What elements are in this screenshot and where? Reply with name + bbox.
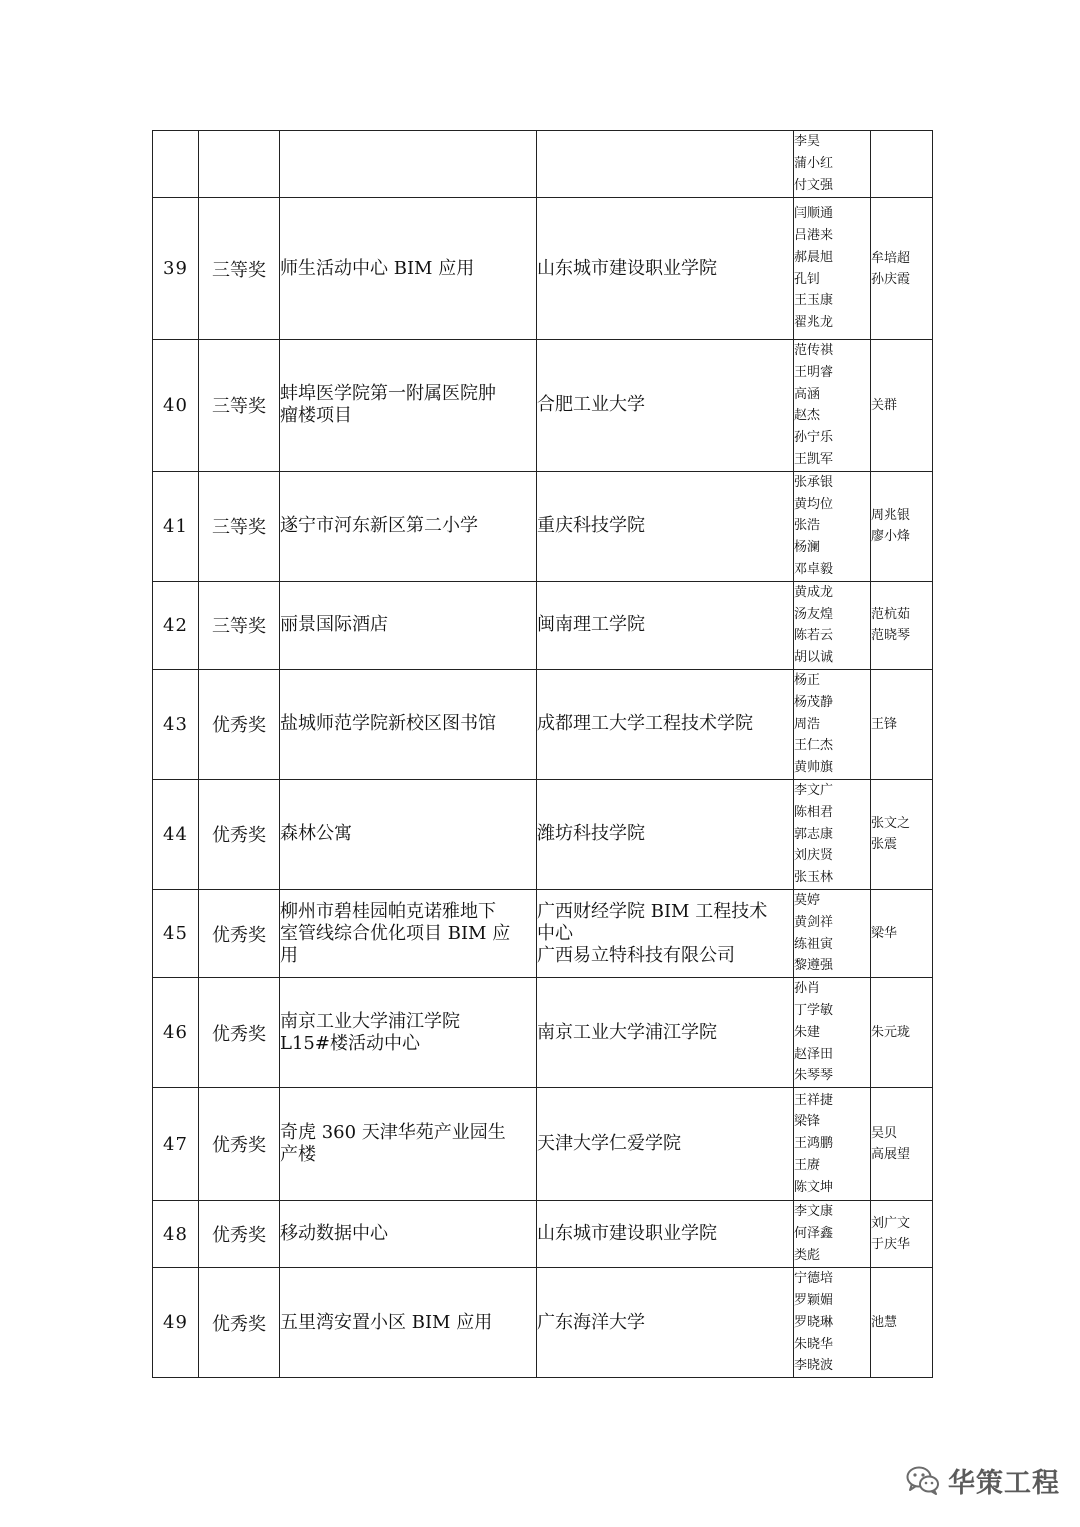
advisors — [871, 1268, 933, 1378]
team-members-line: 杨正 — [794, 672, 821, 688]
project-name — [280, 669, 537, 779]
entry-number: 45 — [153, 889, 199, 977]
team-members-line: 翟兆龙 — [794, 315, 834, 331]
team-members-line: 郝晨旭 — [794, 249, 834, 265]
team-members-line: 罗颖媚 — [794, 1292, 834, 1308]
advisors-line: 张文之 — [871, 816, 911, 832]
advisors — [871, 581, 933, 669]
advisors — [871, 1201, 933, 1268]
school-name-line: 合肥工业大学 — [537, 394, 645, 416]
advisors — [871, 1088, 933, 1201]
team-members — [794, 978, 871, 1088]
team-members — [794, 471, 871, 581]
project-name-line: 师生活动中心 BIM 应用 — [280, 257, 475, 279]
table-row — [153, 779, 933, 889]
table-row — [153, 340, 933, 472]
team-members — [794, 198, 871, 340]
team-members-line: 邓卓毅 — [794, 561, 834, 577]
advisors — [871, 198, 933, 340]
team-members-line: 练祖寅 — [794, 936, 834, 952]
team-members-line: 丁学敏 — [794, 1002, 834, 1018]
team-members — [794, 779, 871, 889]
school-name-line: 潍坊科技学院 — [537, 823, 645, 845]
school-name-line: 中心 — [537, 922, 573, 944]
team-members — [794, 340, 871, 472]
award-level: 优秀奖 — [199, 1201, 280, 1268]
project-name — [280, 978, 537, 1088]
team-members-line: 孙宁乐 — [794, 430, 834, 446]
award-level: 三等奖 — [199, 340, 280, 472]
table-body — [153, 131, 933, 1378]
team-members-line: 汤友煌 — [794, 606, 834, 622]
team-members-line: 胡以诚 — [794, 650, 834, 666]
team-members-line: 王祥捷 — [794, 1092, 834, 1108]
team-members-line: 陈文坤 — [794, 1179, 834, 1195]
school-name — [537, 131, 794, 198]
team-members-line: 莫婷 — [794, 892, 821, 908]
entry-number: 41 — [153, 471, 199, 581]
watermark — [906, 1458, 1060, 1502]
project-name — [280, 131, 537, 198]
project-name — [280, 471, 537, 581]
project-name-line: 柳州市碧桂园帕克诺雅地下 — [280, 900, 496, 922]
advisors — [871, 471, 933, 581]
team-members-line: 王鸿鹏 — [794, 1136, 834, 1152]
school-name — [537, 471, 794, 581]
entry-number: 42 — [153, 581, 199, 669]
team-members-line: 黄帅旗 — [794, 760, 834, 776]
school-name-line: 成都理工大学工程技术学院 — [537, 713, 753, 735]
project-name — [280, 1268, 537, 1378]
team-members — [794, 889, 871, 977]
advisors — [871, 779, 933, 889]
award-level — [199, 131, 280, 198]
team-members-line: 赵杰 — [794, 408, 821, 424]
entry-number: 40 — [153, 340, 199, 472]
team-members-line: 李昊 — [794, 134, 821, 150]
project-name-line: 产楼 — [280, 1144, 316, 1166]
entry-number: 43 — [153, 669, 199, 779]
team-members-line: 罗晓琳 — [794, 1314, 834, 1330]
table-row — [153, 131, 933, 198]
school-name-line: 广东海洋大学 — [537, 1311, 645, 1333]
wechat-icon — [906, 1465, 940, 1495]
project-name-line: 蚌埠医学院第一附属医院肿 — [280, 383, 496, 405]
advisors-line: 朱元珑 — [871, 1025, 911, 1041]
award-level: 优秀奖 — [199, 779, 280, 889]
project-name-line: 南京工业大学浦江学院 — [280, 1010, 460, 1032]
team-members-line: 类彪 — [794, 1248, 821, 1264]
awards-table — [152, 130, 933, 1378]
team-members-line: 蒲小红 — [794, 156, 834, 172]
entry-number: 44 — [153, 779, 199, 889]
team-members-line: 吕港来 — [794, 227, 834, 243]
team-members-line: 梁锋 — [794, 1114, 821, 1130]
team-members-line: 王玉康 — [794, 293, 834, 309]
table-row — [153, 889, 933, 977]
project-name-line: L15#楼活动中心 — [280, 1032, 420, 1054]
school-name — [537, 1088, 794, 1201]
team-members-line: 郭志康 — [794, 826, 834, 842]
team-members-line: 闫顺通 — [794, 206, 834, 222]
project-name-line: 森林公寓 — [280, 823, 352, 845]
advisors-line: 孙庆霞 — [871, 271, 911, 287]
school-name-line: 山东城市建设职业学院 — [537, 257, 717, 279]
project-name — [280, 779, 537, 889]
advisors-line: 关群 — [871, 397, 898, 413]
watermark-text: 华策工程 — [948, 1467, 1060, 1499]
team-members-line: 宁德培 — [794, 1271, 834, 1287]
school-name-line: 重庆科技学院 — [537, 515, 645, 537]
team-members — [794, 1088, 871, 1201]
table-row — [153, 1268, 933, 1378]
award-level: 三等奖 — [199, 198, 280, 340]
team-members-line: 孙肖 — [794, 981, 821, 997]
team-members-line: 朱晓华 — [794, 1336, 834, 1352]
team-members-line: 陈相君 — [794, 804, 834, 820]
project-name — [280, 1201, 537, 1268]
team-members-line: 范传祺 — [794, 343, 834, 358]
advisors — [871, 889, 933, 977]
advisors — [871, 669, 933, 779]
team-members — [794, 1268, 871, 1378]
award-level: 优秀奖 — [199, 889, 280, 977]
school-name-line: 山东城市建设职业学院 — [537, 1223, 717, 1245]
team-members-line: 李文广 — [794, 782, 834, 798]
advisors-line: 池慧 — [871, 1315, 898, 1331]
award-level: 优秀奖 — [199, 978, 280, 1088]
team-members — [794, 131, 871, 198]
advisors-line: 吴贝 — [871, 1126, 898, 1142]
advisors-line: 张震 — [871, 837, 898, 853]
school-name — [537, 1201, 794, 1268]
advisors — [871, 340, 933, 472]
team-members-line: 黄均位 — [794, 496, 834, 512]
team-members-line: 刘庆贤 — [794, 848, 834, 864]
advisors-line: 牟培超 — [871, 250, 911, 266]
school-name — [537, 340, 794, 472]
team-members-line: 黎遵强 — [794, 958, 834, 974]
team-members-line: 张玉林 — [794, 870, 834, 886]
advisors — [871, 978, 933, 1088]
school-name-line: 广西易立特科技有限公司 — [537, 944, 735, 966]
team-members-line: 张承银 — [794, 474, 834, 490]
school-name — [537, 581, 794, 669]
project-name — [280, 340, 537, 472]
entry-number — [153, 131, 199, 198]
team-members-line: 杨澜 — [794, 540, 821, 556]
entry-number: 46 — [153, 978, 199, 1088]
table-row — [153, 471, 933, 581]
school-name-line: 南京工业大学浦江学院 — [537, 1021, 717, 1043]
project-name-line: 移动数据中心 — [280, 1223, 388, 1245]
team-members-line: 陈若云 — [794, 628, 834, 644]
project-name-line: 盐城师范学院新校区图书馆 — [280, 713, 496, 735]
team-members-line: 李文康 — [794, 1204, 834, 1220]
advisors-line: 廖小烽 — [871, 529, 911, 545]
project-name — [280, 198, 537, 340]
team-members-line: 李晓波 — [794, 1358, 834, 1374]
advisors-line: 范晓琴 — [871, 628, 911, 644]
team-members-line: 付文强 — [794, 177, 834, 193]
team-members-line: 张浩 — [794, 518, 821, 534]
project-name-line: 奇虎 360 天津华苑产业园生 — [280, 1122, 506, 1144]
entry-number: 47 — [153, 1088, 199, 1201]
team-members-line: 朱琴琴 — [794, 1068, 834, 1084]
project-name-line: 遂宁市河东新区第二小学 — [280, 515, 478, 537]
table-row — [153, 669, 933, 779]
team-members-line: 王仁杰 — [794, 738, 834, 754]
entry-number: 49 — [153, 1268, 199, 1378]
school-name-line: 闽南理工学院 — [537, 614, 645, 636]
project-name-line: 五里湾安置小区 BIM 应用 — [280, 1311, 493, 1333]
team-members-line: 孔钊 — [794, 271, 821, 287]
team-members-line: 王赓 — [794, 1158, 821, 1174]
school-name-line: 广西财经学院 BIM 工程技术 — [537, 900, 768, 922]
team-members-line: 何泽鑫 — [794, 1226, 834, 1242]
project-name — [280, 889, 537, 977]
advisors — [871, 131, 933, 198]
team-members-line: 周浩 — [794, 716, 821, 732]
team-members-line: 黄成龙 — [794, 584, 834, 600]
project-name — [280, 1088, 537, 1201]
school-name — [537, 779, 794, 889]
project-name-line: 室管线综合优化项目 BIM 应 — [280, 922, 511, 944]
project-name — [280, 581, 537, 669]
team-members — [794, 669, 871, 779]
table-row — [153, 978, 933, 1088]
table-row — [153, 1088, 933, 1201]
advisors-line: 梁华 — [871, 926, 898, 942]
school-name — [537, 198, 794, 340]
table-row — [153, 581, 933, 669]
school-name-line: 天津大学仁爱学院 — [537, 1133, 681, 1155]
team-members-line: 高涵 — [794, 386, 821, 402]
award-level: 三等奖 — [199, 581, 280, 669]
school-name — [537, 978, 794, 1088]
team-members-line: 王凯军 — [794, 451, 834, 467]
advisors-line: 于庆华 — [871, 1237, 911, 1253]
team-members-line: 黄剑祥 — [794, 914, 834, 930]
advisors-line: 高展望 — [871, 1147, 911, 1163]
team-members-line: 赵泽田 — [794, 1046, 834, 1062]
school-name — [537, 1268, 794, 1378]
team-members — [794, 1201, 871, 1268]
table-row — [153, 198, 933, 340]
team-members-line: 杨茂静 — [794, 694, 834, 710]
award-level: 三等奖 — [199, 471, 280, 581]
advisors-line: 范杭茹 — [871, 607, 911, 623]
project-name-line: 丽景国际酒店 — [280, 614, 388, 636]
team-members-line: 朱建 — [794, 1024, 821, 1040]
advisors-line: 王锋 — [871, 716, 898, 732]
entry-number: 48 — [153, 1201, 199, 1268]
project-name-line: 用 — [280, 944, 298, 966]
project-name-line: 瘤楼项目 — [280, 405, 352, 427]
advisors-line: 周兆银 — [871, 508, 911, 524]
award-level: 优秀奖 — [199, 669, 280, 779]
award-level: 优秀奖 — [199, 1268, 280, 1378]
table-row — [153, 1201, 933, 1268]
school-name — [537, 669, 794, 779]
entry-number: 39 — [153, 198, 199, 340]
team-members-line: 王明睿 — [794, 364, 834, 380]
team-members — [794, 581, 871, 669]
advisors-line: 刘广文 — [871, 1216, 911, 1232]
school-name — [537, 889, 794, 977]
award-level: 优秀奖 — [199, 1088, 280, 1201]
